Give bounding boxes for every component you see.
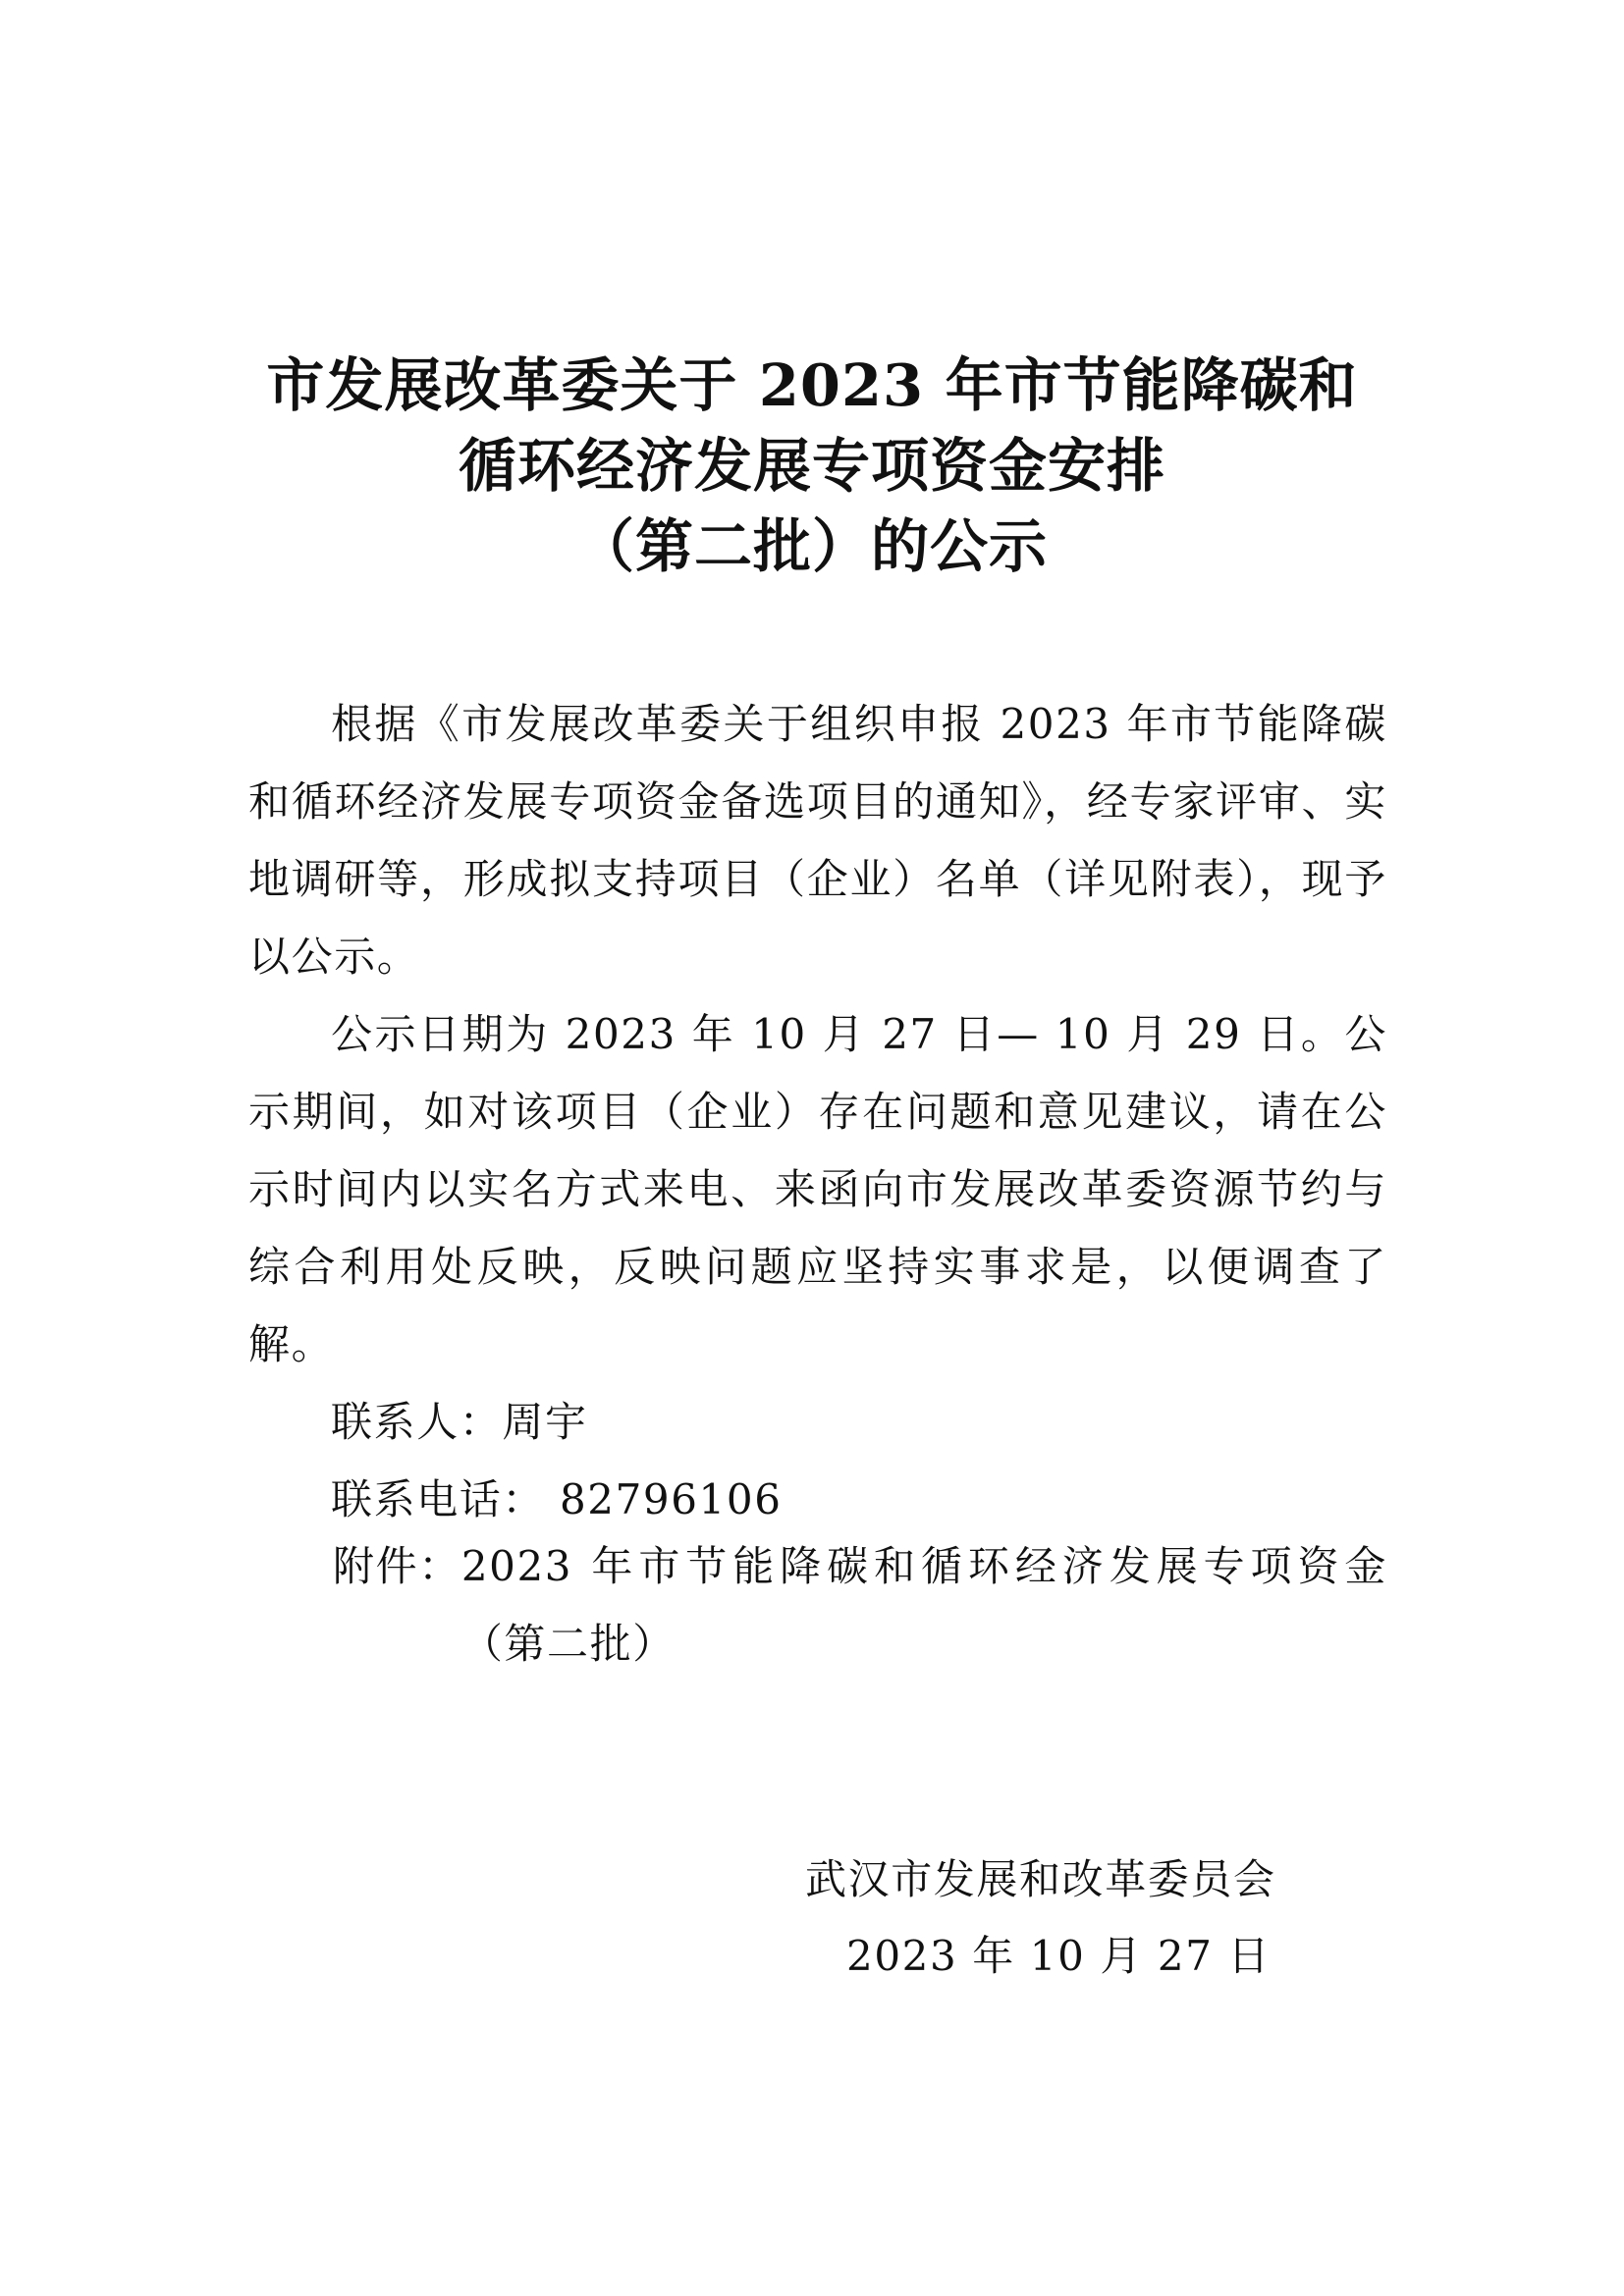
attachment-note — [333, 1527, 1387, 1682]
attachment-label: 附件： — [333, 1542, 461, 1590]
body-paragraph-notice-period: 公示日期为 2023 年 10 月 27 日— 10 月 29 日。公示期间，如对该项目（企业）存在问题和意见建议，请在公示时间内以实名方式来电、来函向市发展改革委资源节约与综合利用处反映，反映问题应坚持实事求是，以便调查了解。 — [248, 1010, 1387, 1368]
attachment-text: 2023 年市节能降碳和循环经济发展专项资金（第二批） — [460, 1542, 1387, 1668]
document-body — [248, 685, 1387, 1538]
document-title — [0, 346, 1624, 587]
signature-organization: 武汉市发展和改革委员会 — [805, 1855, 1276, 1903]
signature-block — [805, 1842, 1316, 1995]
contact-person: 联系人：周宇 — [331, 1398, 588, 1446]
title-line-1: 市发展改革委关于 2023 年市节能降碳和 — [266, 351, 1358, 419]
title-line-2: 循环经济发展专项资金安排 — [458, 432, 1165, 500]
contact-phone: 联系电话： 82796106 — [331, 1475, 783, 1523]
signature-date: 2023 年 10 月 27 日 — [846, 1932, 1272, 1980]
title-line-3: （第二批）的公示 — [575, 512, 1048, 580]
body-paragraph-basis: 根据《市发展改革委关于组织申报 2023 年市节能降碳和循环经济发展专项资金备选项目的通知》，经专家评审、实地调研等，形成拟支持项目（企业）名单（详见附表），现予以公示。 — [248, 700, 1387, 981]
